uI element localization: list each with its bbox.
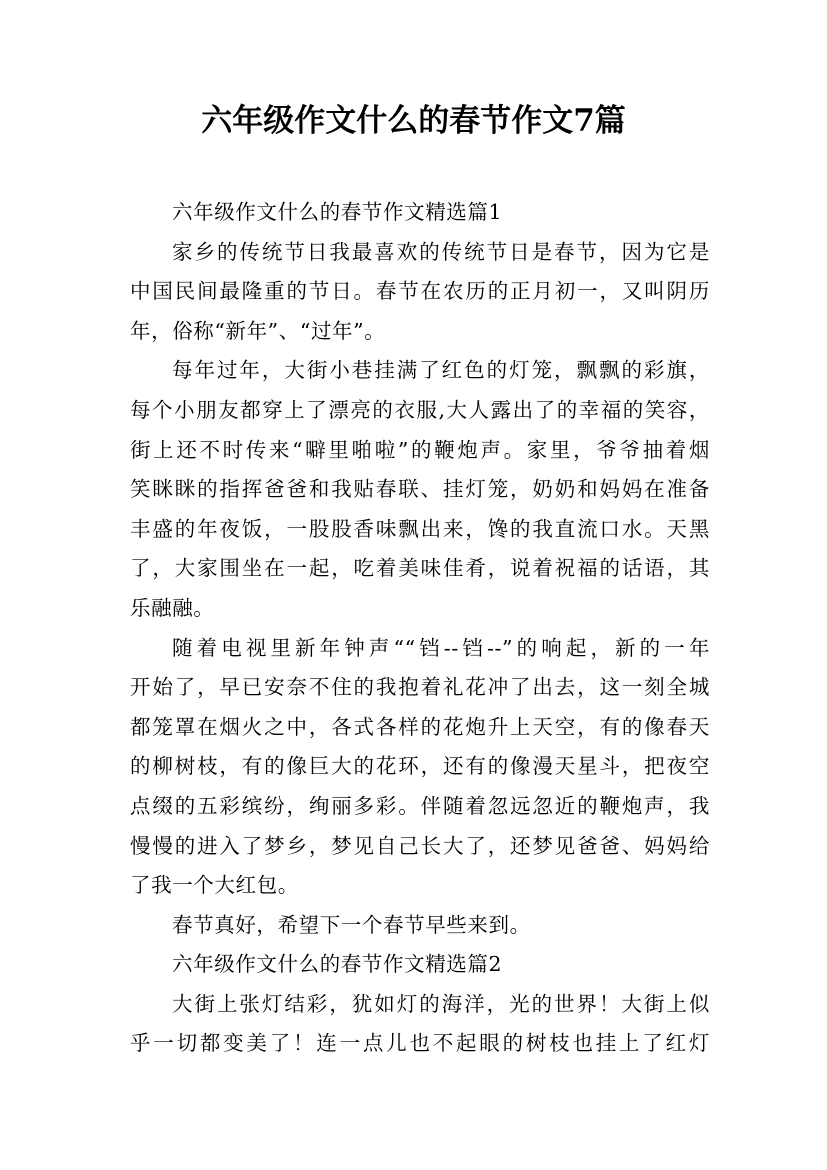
paragraph-line: 春节真好，希望下一个春节早些来到。	[172, 912, 531, 937]
paragraph-line: 慢慢的进入了梦乡，梦见自己长大了，还梦见爸爸、妈妈给	[130, 833, 710, 858]
paragraph-line: 乎一切都变美了！连一点儿也不起眼的树枝也挂上了红灯	[130, 1031, 710, 1056]
paragraph-line: 点缀的五彩缤纷，绚丽多彩。伴随着忽远忽近的鞭炮声，我	[130, 793, 710, 818]
document-body	[130, 193, 710, 1064]
paragraph-line: 乐融融。	[130, 595, 215, 620]
paragraph-line: 都笼罩在烟火之中，各式各样的花炮升上天空，有的像春天	[130, 714, 710, 739]
paragraph-line: 开始了，早已安奈不住的我抱着礼花冲了出去，这一刻全城	[130, 675, 710, 700]
paragraph-line: 家乡的传统节日我最喜欢的传统节日是春节，因为它是	[172, 239, 710, 264]
paragraph-line: 中国民间最隆重的节日。春节在农历的正月初一，又叫阴历	[130, 279, 710, 304]
paragraph-line: 年，俗称“新年”、“过年”。	[130, 318, 386, 343]
paragraph-line: 随着电视里新年钟声““铛--铛--”的响起，新的一年	[172, 635, 710, 660]
paragraph-line: 丰盛的年夜饭，一股股香味飘出来，馋的我直流口水。天黑	[130, 516, 710, 541]
section-heading-2: 六年级作文什么的春节作文精选篇2	[172, 952, 503, 977]
paragraph-line: 笑眯眯的指挥爸爸和我贴春联、挂灯笼，奶奶和妈妈在准备	[130, 477, 710, 502]
section-heading-1: 六年级作文什么的春节作文精选篇1	[172, 200, 503, 224]
document-title: 六年级作文什么的春节作文7篇	[201, 103, 626, 139]
paragraph-line: 每年过年，大街小巷挂满了红色的灯笼，飘飘的彩旗，	[172, 358, 710, 383]
paragraph-line: 大街上张灯结彩，犹如灯的海洋，光的世界！大街上似	[172, 991, 710, 1016]
paragraph-line: 了，大家围坐在一起，吃着美味佳肴，说着祝福的话语，其	[130, 556, 710, 581]
paragraph-line: 了我一个大红包。	[130, 873, 299, 898]
paragraph-line: 街上还不时传来“噼里啪啦”的鞭炮声。家里，爷爷抽着烟	[130, 437, 710, 462]
paragraph-line: 每个小朋友都穿上了漂亮的衣服,大人露出了的幸福的笑容，	[130, 397, 710, 422]
paragraph-line: 的柳树枝，有的像巨大的花环，还有的像漫天星斗，把夜空	[130, 754, 710, 779]
